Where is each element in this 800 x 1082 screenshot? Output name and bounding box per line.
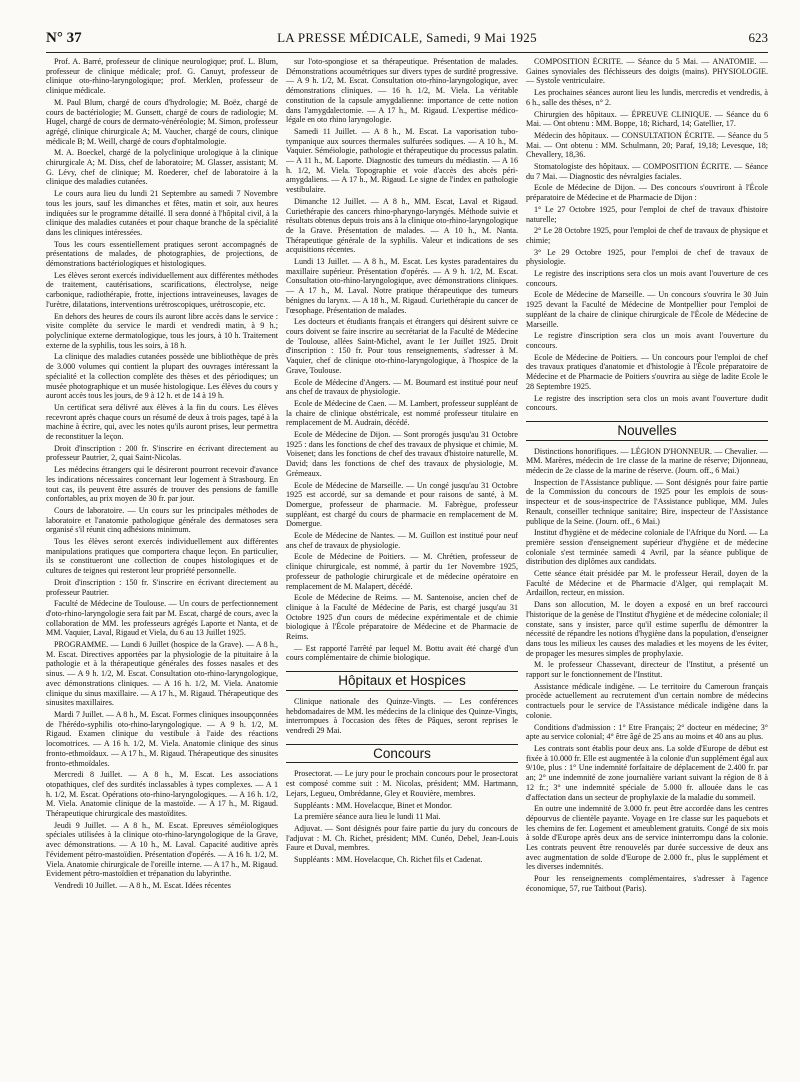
- paragraph: PROGRAMME. — Lundi 6 Juillet (hospice de la Grave). — A 8 h., M. Escat. Directives apportées par la physiologie de la pituitaire à la pathologie et à la thérapeutique générales des fosses nasales et des sinus. — A 9 h. 1/2, M. Escat. Consultation oto-rhino-laryngologique, avec démonstrations cliniques. — A 16 h. 1/2, M. Viela. Anatomie clinique du sinus maxillaire. — A 17 h., M. Rigaud. Thérapeutique des sinusites maxillaires.: [46, 640, 278, 708]
- paragraph: sur l'oto-spongiose et sa thérapeutique. Présentation de malades. Démonstrations acoumétriques sur divers types de surdité progressive. — A 9 h. 1/2, M. Escat. Consultation oto-rhino-laryngologique, avec démonstrations cliniques. — 16 h. 1/2, M. Viela. La véritable constitution de la capsule amygdalienne: importance de cette notion dans l'amygdalectomie. — A 17 h., M. Rigaud. L'expertise médico-légale en oto rhino laryngologie.: [286, 57, 518, 125]
- paragraph: Médecin des hôpitaux. — CONSULTATION ÉCRITE. — Séance du 5 Mai. — Ont obtenu : MM. Schulmann, 20; Paraf, 19,18; Levesque, 18; Chevallery, 18,36.: [526, 130, 768, 160]
- paragraph: 2° Le 28 Octobre 1925, pour l'emploi de chef de travaux de physique et chimie;: [526, 226, 768, 245]
- paragraph: Distinctions honorifiques. — LÉGION D'HONNEUR. — Chevalier. — MM. Marères, médecin de 1re classe de la marine de réserve; Dijonneau, médecin de 2e classe de la marine de réserve. (Journ. off., 6 Mai.): [526, 446, 768, 476]
- paragraph: Dimanche 12 Juillet. — A 8 h., MM. Escat, Laval et Rigaud. Curiethérapie des cancers rhino-pharyngo-laryngés. Méthode suivie et résultats obtenus depuis trois ans à la clinique oto-rhino-laryngologique de la Grave. Présentation de malades. — A 10 h., M. Nanta. Thérapeutique générale de la syphilis. Valeur et indications de ses acquisitions récentes.: [286, 196, 518, 255]
- section-title-concours: Concours: [286, 744, 518, 764]
- paragraph: Suppléants : MM. Hovelacque, Binet et Mondor.: [294, 800, 453, 810]
- paragraph: Ecole de Médecine de Marseille. — Un concours s'ouvrira le 30 Juin 1925 devant la Faculté de Médecine de Montpellier pour l'emploi de suppléant de la chaire de clinique chirurgicale de l'École de Médecine de Marseille.: [526, 290, 768, 329]
- paragraph: Les docteurs et étudiants français et étrangers qui désirent suivre ce cours doivent se faire inscrire au secrétariat de la Faculté de Médecine de Toulouse, allées Saint-Michel, avant le 1er Juillet 1925. Droit d'inscription : 150 fr. Pour tous renseignements, s'adresser à M. Vaquier, chef de clinique oto-rhino-laryngologique, à l'hospice de la Grave, Toulouse.: [286, 317, 518, 375]
- page-header: [46, 30, 768, 53]
- paragraph: Ecole de Médecine de Marseille. — Un congé jusqu'au 31 Octobre 1925 est accordé, sur sa demande et pour raisons de santé, à M. Domergue, professeur de pharmacie. M. Fabrègue, professeur suppléant, est chargé du cours de pharmacie en remplacement de M. Domergue.: [286, 480, 518, 529]
- paragraph: Faculté de Médecine de Toulouse. — Un cours de perfectionnement d'oto-rhino-laryngologie sera fait par M. Escat, chargé de cours, avec la collaboration de MM. les professeurs agrégés Laporte et Nanta, et de MM. Vaquier, Laval, Rigaud et Viela, du 6 au 13 Juillet 1925.: [46, 599, 278, 638]
- paragraph: Mercredi 8 Juillet. — A 8 h., M. Escat. Les associations otopathiques, clef des surdités inclassables à types complexes. — A 1 h. 1/2, M. Escat. Opérations oto-rhino-laryngologiques. — A 16 h. 1/2, M. Viela. Anatomie clinique de la mastoïde. — A 17 h., M. Rigaud. Thérapeutique chirurgicale des mastoïdites.: [46, 770, 278, 819]
- paragraph: M. A. Boeckel, chargé de la polyclinique urologique à la clinique chirurgicale A; M. Diss, chef de laboratoire; M. Glasser, assistant; M. G. Lévy, chef de clinique; M. Roederer, chef de laboratoire à la clinique des maladies cutanées.: [46, 148, 278, 187]
- paragraph: Le registre d'inscription sera clos un mois avant l'ouverture du concours.: [526, 331, 768, 350]
- column-1-body: [46, 57, 278, 891]
- concours-body: [286, 769, 518, 864]
- paragraph: Ecole de Médecine d'Angers. — M. Boumard est institué pour neuf ans chef de travaux de physiologie.: [286, 377, 518, 397]
- paragraph: Ecole de Médecine de Poitiers. — Un concours pour l'emploi de chef des travaux pratiques d'anatomie et d'histologie à l'École préparatoire de Médecine et de Pharmacie de Poitiers s'ouvrira au siège de ladite Ecole le 28 Septembre 1925.: [526, 352, 768, 391]
- column-2-body: [286, 57, 518, 663]
- paragraph: M. Paul Blum, chargé de cours d'hydrologie; M. Boëz, chargé de cours de bactériologie; M. Gunsett, chargé de cours de radiologie; M. Hugel, chargé de cours de dermato-vénéréologie; M. Simon, professeur agrégé, clinique chirurgicale A; M. Vaucher, chargé de cours, clinique médicale B; M. Weill, chargé de cours d'ophtalmologie.: [46, 97, 278, 146]
- paragraph: Jeudi 9 Juillet. — A 8 h., M. Escat. Epreuves séméiologiques spéciales utilisées à la clinique oto-rhino-laryngologique de la Grave, avec démonstrations. — A 10 h., M. Laval. Capacité auditive après l'évidement pétro-mastoïdien. Présentation d'opérés. — A 16 h. 1/2, M. Viela. Anatomie chirurgicale de l'oreille interne. — A 17 h., M. Rigaud. Evidement pétro-mastoïdien et trépanation du labyrinthe.: [46, 820, 278, 879]
- paragraph: Le registre des inscriptions sera clos un mois avant l'ouverture de ces concours.: [526, 269, 768, 288]
- paragraph: Ecole de Médecine de Nantes. — M. Guillon est institué pour neuf ans chef de travaux de physiologie.: [286, 531, 518, 550]
- paragraph: — Est rapporté l'arrêté par lequel M. Bottu avait été chargé d'un cours complémentaire de chimie biologique.: [286, 643, 518, 663]
- page-number: 623: [748, 30, 768, 45]
- paragraph: Les prochaines séances auront lieu les lundis, mercredis et vendredis, à 6 h., salle des thèses, n° 2.: [526, 88, 768, 107]
- paragraph: Tous les cours essentiellement pratiques seront accompagnés de présentations de malades, de photographies, de projections, de démonstrations bactériologiques et histologiques.: [46, 239, 278, 269]
- paragraph: 1° Le 27 Octobre 1925, pour l'emploi de chef de travaux d'histoire naturelle;: [526, 204, 768, 224]
- paragraph: Prosectorat. — Le jury pour le prochain concours pour le prosectorat est composé comme suit : M. Nicolas, président; MM. Hartmann, Lejars, Legueu, Ombrédanne, Gley et Rouvière, membres.: [286, 769, 518, 798]
- paragraph: Les contrats sont établis pour deux ans. La solde d'Europe de début est fixée à 10.000 fr. Elle est augmentée à la colonie d'un supplément égal aux 9/10e, plus : 1° Une indemnité forfaitaire de déplacement de 2.400 fr. par an; 2° une indemnité de zone journalière variant suivant la région de 8 à 12 fr.; 3° une indemnité spéciale de 5.000 fr. allouée dans le cas d'affectation dans un secteur de prophylaxie de la maladie du sommeil.: [526, 744, 768, 802]
- paragraph: Clinique nationale des Quinze-Vingts. — Les conférences hebdomadaires de MM. les médecins de la clinique des Quinze-Vingts, interrompues à l'occasion des fêtes de Pâques, seront reprises le vendredi 29 Mai.: [286, 696, 518, 735]
- paragraph: Assistance médicale indigène. — Le territoire du Cameroun français procède actuellement au recrutement d'un certain nombre de médecins contractuels pour le service de l'Assistance médicale indigène dans la colonie.: [526, 681, 768, 720]
- issue-number: N° 37: [46, 30, 82, 46]
- paragraph: Ecole de Médecine de Poitiers. — M. Chrétien, professeur de clinique chirurgicale, est nommé, à partir du 1er Novembre 1925, professeur de pathologie chirurgicale et de médecine opératoire en remplacement de M. Malapert, décédé.: [286, 552, 518, 591]
- paragraph: Tous les élèves seront exercés individuellement aux différentes manipulations pratiques que comportera chaque leçon. En particulier, ils se constitueront une collection de coupes histologiques et de cultures de teignes qui resteront leur propriété personnelle.: [46, 537, 278, 576]
- column-2: [286, 57, 518, 1075]
- paragraph: Ecole de Médecine de Reims. — M. Santenoise, ancien chef de clinique à la Faculté de Médecine de Paris, est chargé jusqu'au 31 Octobre 1925 d'un cours de médecine expérimentale et de chimie biologique à l'École préparatoire de Médecine et de Pharmacie de Reims.: [286, 593, 518, 642]
- paragraph: Vendredi 10 Juillet. — A 8 h., M. Escat. Idées récentes: [54, 880, 231, 890]
- section-title-nouvelles: Nouvelles: [526, 421, 768, 441]
- nouvelles-body: [526, 447, 768, 894]
- paragraph: Cette séance était présidée par M. le professeur Herail, doyen de la Faculté de Médecine et de Pharmacie d'Alger, qui remplaçait M. Ardaillon, recteur, en mission.: [526, 569, 768, 598]
- paragraph: Samedi 11 Juillet. — A 8 h., M. Escat. La vaporisation tubo-tympanique aux sources thermales sulfurées sodiques. — A 10 h., M. Vaquier. Séméiologie, pathologie et thérapeutique du processus palatin. — A 11 h., M. Laporte. Diagnostic des tumeurs du médiastin. — A 16 h. 1/2, M. Viela. Topographie et voie d'accès des abcès péri-amygdaliens. — A 17 h., M. Rigaud. Le signe de l'index en pathologie vestibulaire.: [286, 126, 518, 195]
- paragraph: Prof. A. Barré, professeur de clinique neurologique; prof. L. Blum, professeur de clinique médicale; prof. G. Canuyt, professeur de clinique oto-rhino-laryngologique; prof. Merklen, professeur de clinique médicale.: [46, 57, 278, 96]
- column-1: [46, 57, 278, 1075]
- paragraph: La première séance aura lieu le lundi 11 Mai.: [294, 812, 441, 822]
- paragraph: Institut d'hygiène et de médecine coloniale de l'Afrique du Nord. — La première session d'enseignement supérieur d'hygiène et de médecine coloniale s'est terminée samedi 4 Avril, par la séance publique de distribution des diplômes aux candidats.: [526, 528, 768, 567]
- paragraph: Stomatologiste des hôpitaux. — COMPOSITION ÉCRITE. — Séance du 7 Mai. — Diagnostic des névralgies faciales.: [526, 162, 768, 181]
- paragraph: Lundi 13 Juillet. — A 8 h., M. Escat. Les kystes paradentaires du maxillaire supérieur. Présentation d'opérés. — A 9 h. 1/2, M. Escat. Consultation oto-rhino-laryngologique, avec démonstrations cliniques. — A 17 h., M. Laval. Notre pratique thérapeutique des tumeurs bénignes du larynx. — A 18 h., M. Rigaud. Curiethérapie du cancer de l'œsophage. Présentation de malades.: [286, 257, 518, 315]
- column-3: [526, 57, 768, 1075]
- paragraph: Suppléants : MM. Hovelacque, Ch. Richet fils et Cadenat.: [294, 855, 483, 865]
- section-title-hopitaux: Hôpitaux et Hospices: [286, 671, 518, 691]
- paragraph: Pour les renseignements complémentaires, s'adresser à l'agence économique, 57, rue Taitbout (Paris).: [526, 874, 768, 893]
- paragraph: Le registre des inscription sera clos un mois avant l'ouverture dudit concours.: [526, 393, 768, 413]
- paragraph: Dans son allocution, M. le doyen a exposé en un bref raccourci l'historique de la genèse de l'Institut d'hygiène et de médecine coloniale; il constate, sans y insister, parce qu'il estime superflu de démontrer la nécessité de répandre les notions d'hygiène dans la population, d'enseigner dans tous les milieux les causes des maladies et les moyens de les éviter, de propager les mesures simples de prophylaxie.: [526, 600, 768, 658]
- paragraph: Le cours aura lieu du lundi 21 Septembre au samedi 7 Novembre tous les jours, sauf les dimanches et fêtes, matin et soir, aux heures indiquées sur le programme détaillé. Il sera donné à l'hôpital civil, à la clinique des maladies cutanées et pour chaque branche de la spécialité dans les cliniques intéressées.: [46, 189, 278, 237]
- paragraph: Droit d'inscription : 200 fr. S'inscrire en écrivant directement au professeur Pautrier, 2, quai Saint-Nicolas.: [46, 443, 278, 463]
- paragraph: La clinique des maladies cutanées possède une bibliothèque de près de 3.000 volumes qui contient la plupart des ouvrages intéressant la spécialité et la collection complète des thèses et des périodiques; un musée photographique et un musée histologique. Les élèves du cours y auront accès tous les jours, de 9 à 12 h. et de 14 à 19 h.: [46, 352, 278, 401]
- paragraph: Droit d'inscription : 150 fr. S'inscrire en écrivant directement au professeur Pautrier.: [46, 577, 278, 597]
- paragraph: Ecole de Médecine de Dijon. — Sont prorogés jusqu'au 31 Octobre 1925 : dans les fonctions de chef des travaux de physique et chimie, M. Voisenet; dans les fonctions de chef des travaux d'histoire naturelle, M. David; dans les fonctions de chef des travaux de physiologie, M. Grémeaux.: [286, 430, 518, 478]
- paragraph: Les médecins étrangers qui le désireront pourront recevoir d'avance les indications nécessaires concernant leur logement à Strasbourg. En tout cas, ils peuvent être assurés de trouver des pensions de famille confortables, au prix moyen de 30 fr. par jour.: [46, 465, 278, 504]
- paragraph: Chirurgien des hôpitaux. — ÉPREUVE CLINIQUE. — Séance du 6 Mai. — Ont obtenu : MM. Boppe, 18; Richard, 14; Gatellier, 17.: [526, 109, 768, 129]
- paragraph: Conditions d'admission : 1° Etre Français; 2° docteur en médecine; 3° apte au service colonial; 4° être âgé de 25 ans au moins et 40 ans au plus.: [526, 722, 768, 742]
- paragraph: Cours de laboratoire. — Un cours sur les principales méthodes de laboratoire et l'anatomie pathologique générale des dermatoses sera organisé s'il réunit cinq adhésions minimum.: [46, 505, 278, 535]
- paragraph: Les élèves seront exercés individuellement aux différentes méthodes de traitement, cautérisations, scarifications, électrolyse, neige carbonique, radiothérapie, frotte, injections intraveineuses, lavages de l'urètre, dilatations, interventions urétroscopiques, urétroscopie, etc.: [46, 270, 278, 309]
- paragraph: Inspection de l'Assistance publique. — Sont désignés pour faire partie de la Commission du concours de 1925 pour les emplois de sous-inspecteur et de sous-inspectrice de l'Assistance publique, MM. Jules Renault, conseiller technique sanitaire; Bire, inspecteur de l'Assistance publique de la Seine. (Journ. off., 6 Mai.): [526, 477, 768, 526]
- hopitaux-body: [286, 697, 518, 736]
- paragraph: M. le professeur Chassevant, directeur de l'Institut, a présenté un rapport sur le fonctionnement de l'Institut.: [526, 660, 768, 680]
- paragraph: Ecole de Médecine de Dijon. — Des concours s'ouvriront à l'École préparatoire de Médecine et de Pharmacie de Dijon :: [526, 183, 768, 203]
- paragraph: Un certificat sera délivré aux élèves à la fin du cours. Les élèves recevront après chaque cours un résumé de deux à trois pages, tapé à la machine à écrire, qui, avec les notes qu'ils auront prises, leur permettra de reconstituer la leçon.: [46, 402, 278, 442]
- paragraph: Mardi 7 Juillet. — A 8 h., M. Escat. Formes cliniques insoupçonnées de l'hérédo-syphilis oto-rhino-laryngologique. — A 9 h. 1/2, M. Rigaud. Examen clinique du vestibule à l'aide des réactions locomotrices. — A 16 h. 1/2, M. Viela. Anatomie clinique des sinus fronto-ethmoïdaux. — A 17 h., M. Rigaud. Thérapeutique des sinusites fronto-ethmoïdales.: [46, 710, 278, 768]
- paragraph: 3° Le 29 Octobre 1925, pour l'emploi de chef de travaux de physiologie.: [526, 247, 768, 267]
- paragraph: Ecole de Médecine de Caen. — M. Lambert, professeur suppléant de la chaire de clinique obstétricale, est nommé professeur titulaire en remplacement de M. Audrain, décédé.: [286, 398, 518, 428]
- journal-title: LA PRESSE MÉDICALE, Samedi, 9 Mai 1925: [277, 30, 537, 45]
- paragraph: COMPOSITION ÉCRITE. — Séance du 5 Mai. — ANATOMIE. — Gaines synoviales des fléchisseurs des doigts (mains). PHYSIOLOGIE. — Systole ventriculaire.: [526, 57, 768, 86]
- paragraph: En dehors des heures de cours ils auront libre accès dans le service : visite complète du service le mardi et vendredi matin, à 9 h.; polyclinique externe dermatologique, tous les jours, à 10 h. Traitement externe de la syphilis, tous les soirs, à 18 h.: [46, 311, 278, 350]
- paragraph: Adjuvat. — Sont désignés pour faire partie du jury du concours de l'adjuvat : M. Ch. Richet, président; MM. Cunéo, Debel, Jean-Louis Faure et Duval, membres.: [286, 823, 518, 853]
- column-3-body: [526, 57, 768, 413]
- paragraph: En outre une indemnité de 3.000 fr. peut être accordée dans les centres dépourvus de clientèle payante. Voyage en 1re classe sur les paquebots et les chemins de fer. Logement et ameublement gratuits. Congé de six mois à solde d'Europe après deux ans de service ininterrompu dans la colonie. Les contrats peuvent être renouvelés par durée successive de deux ans avec augmentation de solde d'Europe de 2.000 fr., plus le supplément et les diverses indemnités.: [526, 804, 768, 872]
